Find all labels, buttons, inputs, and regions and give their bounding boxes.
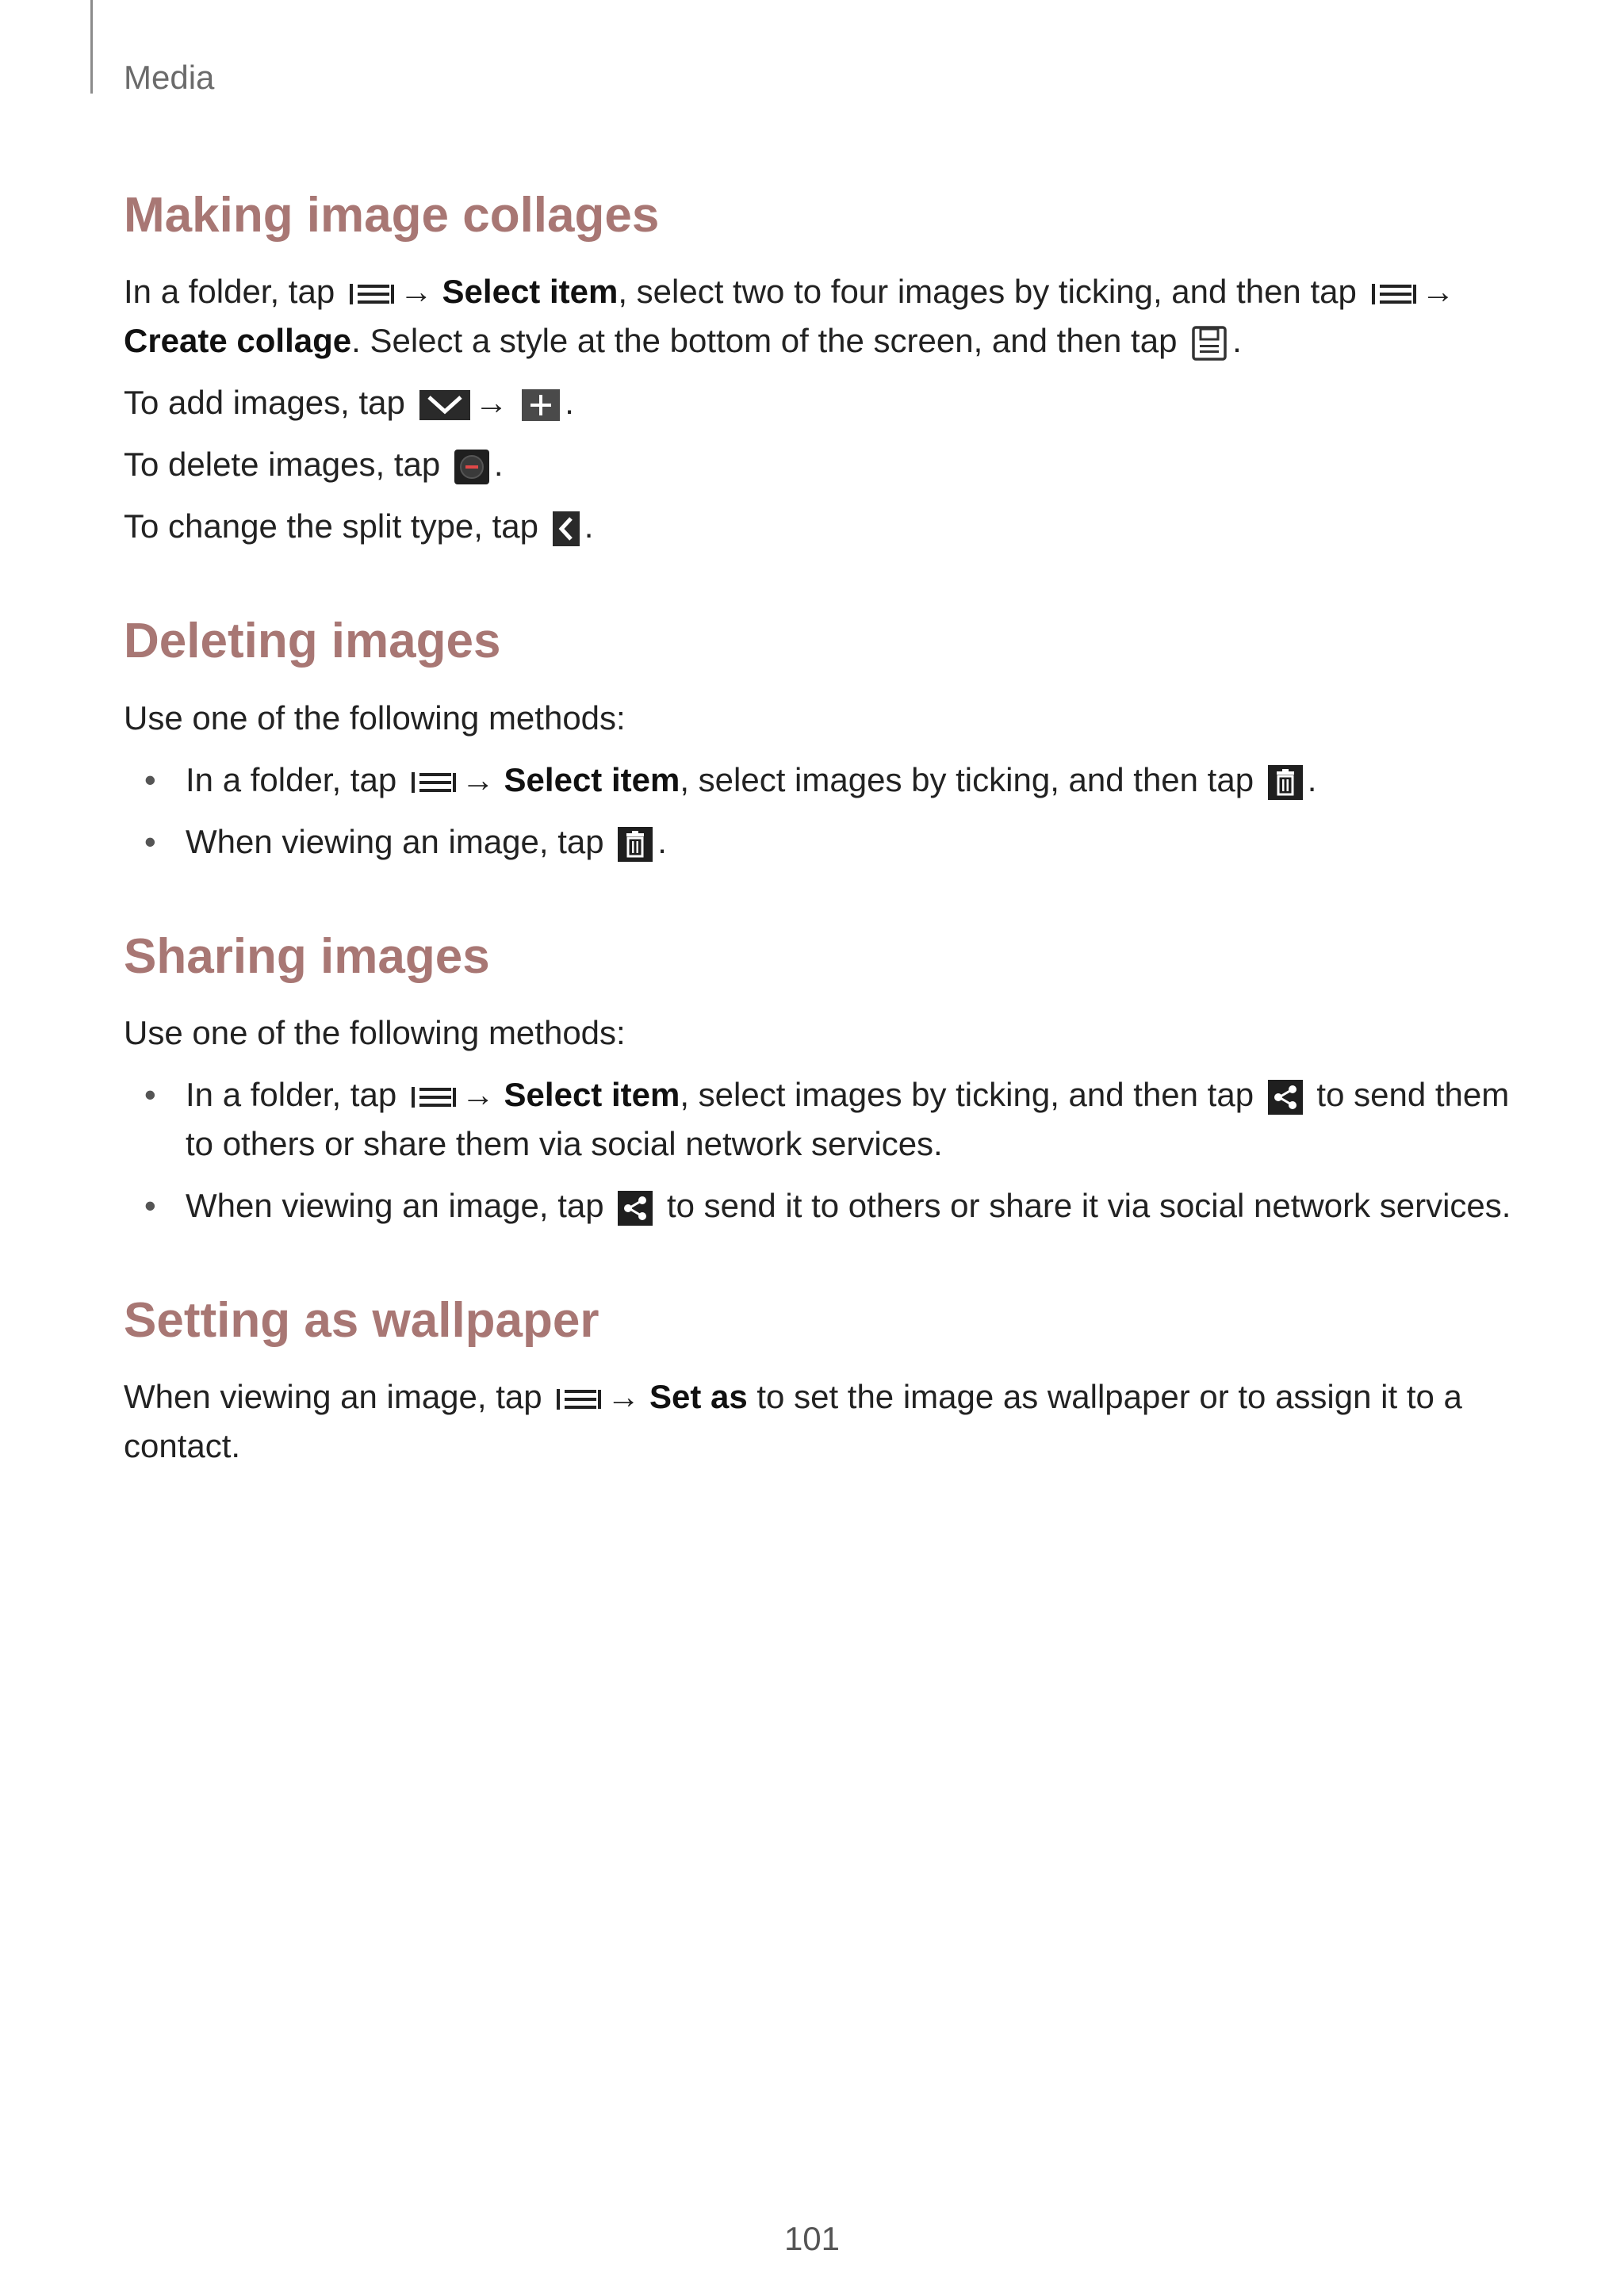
menu-icon <box>556 1387 602 1411</box>
sharing-intro: Use one of the following methods: <box>124 1013 626 1051</box>
chevron-left-icon <box>553 511 580 546</box>
page-number: 101 <box>783 2220 841 2257</box>
trash-icon <box>618 827 653 862</box>
share-icon <box>1268 1080 1303 1115</box>
section-sharing <box>124 928 1519 1230</box>
bullet: • <box>144 1186 156 1224</box>
menu-option-select-item: Select item <box>504 1075 680 1113</box>
section-header: Media <box>124 59 215 96</box>
bullet: • <box>144 760 156 798</box>
menu-icon <box>411 771 457 794</box>
menu-option-create-collage: Create collage <box>124 322 352 360</box>
section-collages <box>124 187 1519 551</box>
list-item: • In a folder, tap → Select item, select images by ticking, and then tap . <box>124 756 1519 805</box>
deleting-intro: Use one of the following methods: <box>124 698 626 737</box>
page-content <box>124 187 1519 1533</box>
list-item: • When viewing an image, tap . <box>124 817 1519 867</box>
minus-circle-icon <box>454 450 489 484</box>
share-icon <box>618 1191 653 1226</box>
chevron-down-icon <box>419 390 470 420</box>
menu-option-set-as: Set as <box>649 1378 748 1416</box>
bullet: • <box>144 822 156 860</box>
save-icon <box>1191 325 1228 362</box>
header-rule <box>90 0 93 94</box>
collages-heading: Making image collages <box>124 188 660 243</box>
deleting-heading: Deleting images <box>124 614 501 669</box>
list-item: • In a folder, tap → Select item, select images by ticking, and then tap to send them to others or share them via social network services. <box>124 1070 1519 1169</box>
list-item: • When viewing an image, tap to send it to others or share it via social network services. <box>124 1181 1519 1230</box>
collages-paragraph-2: To add images, tap → . <box>124 384 574 422</box>
section-wallpaper <box>124 1292 1519 1471</box>
bullet: • <box>144 1075 156 1113</box>
collages-paragraph-4: To change the split type, tap . <box>124 507 594 545</box>
collages-paragraph-1: In a folder, tap → Select item, select two to four images by ticking, and then tap → Create collage. Select a style at the bottom of the screen, and then tap . <box>124 267 1519 365</box>
sharing-heading: Sharing images <box>124 928 490 984</box>
section-deleting <box>124 613 1519 866</box>
collages-paragraph-3: To delete images, tap . <box>124 446 504 484</box>
deleting-method-list <box>124 756 1519 867</box>
menu-icon <box>1371 282 1417 306</box>
sharing-method-list <box>124 1070 1519 1230</box>
menu-option-select-item: Select item <box>442 273 619 311</box>
plus-icon <box>522 389 560 421</box>
wallpaper-paragraph: When viewing an image, tap → Set as to set the image as wallpaper or to assign it to a contact. <box>124 1378 1462 1465</box>
menu-icon <box>349 282 395 306</box>
wallpaper-heading: Setting as wallpaper <box>124 1292 599 1348</box>
menu-icon <box>411 1085 457 1109</box>
menu-option-select-item: Select item <box>504 760 680 798</box>
trash-icon <box>1268 765 1303 800</box>
